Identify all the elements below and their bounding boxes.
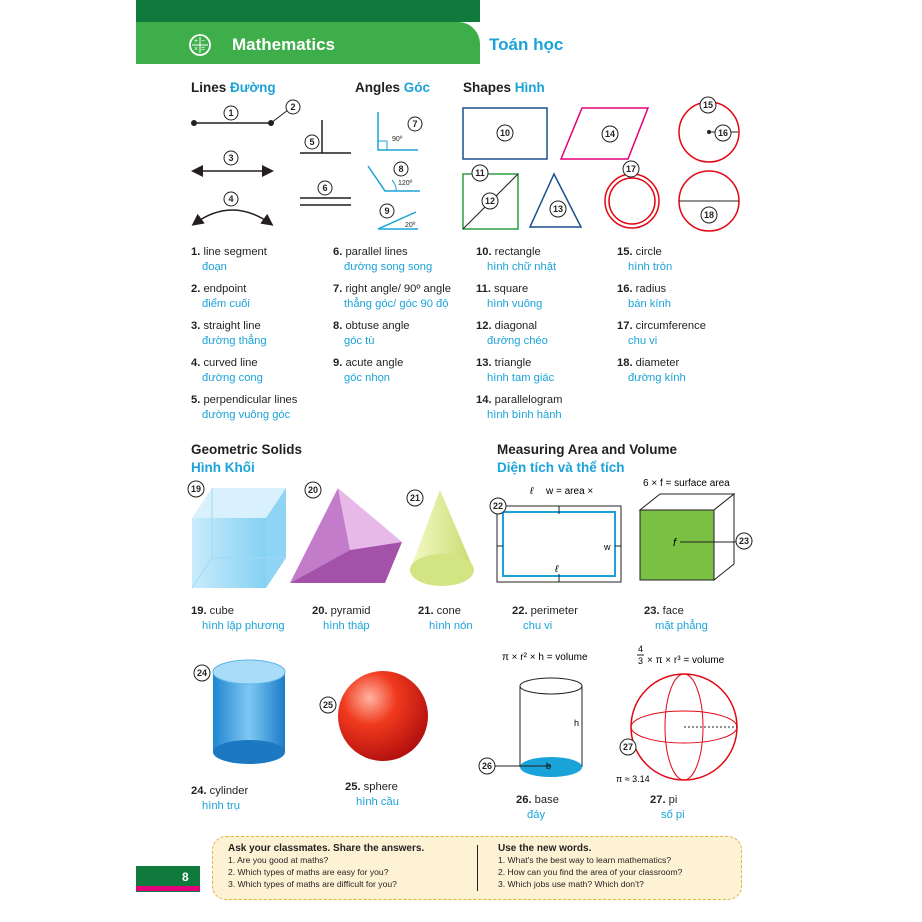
vocab-vietnamese: hình tháp	[323, 620, 370, 632]
badge-21	[407, 490, 423, 506]
discussion-divider	[477, 845, 478, 891]
vocab-vietnamese: đường vuông góc	[202, 409, 291, 421]
vocab-number: 3	[191, 320, 198, 332]
face-cube-diagram	[640, 478, 737, 580]
vocab-number: 21	[418, 605, 431, 617]
svg-text:16: 16	[717, 128, 729, 138]
svg-text:4: 4	[228, 194, 234, 204]
svg-text:b: b	[546, 761, 552, 771]
vocab-item: 19. cube hình lập phương	[191, 605, 285, 632]
line-segment-diagram	[191, 110, 288, 126]
badge-3	[224, 151, 238, 165]
vocab-english: cylinder	[209, 785, 249, 797]
vocab-vietnamese: thẳng góc/ góc 90 độ	[344, 298, 449, 310]
svg-text:15: 15	[702, 100, 714, 110]
svg-text:11: 11	[475, 168, 485, 178]
section-solids: Geometric Solids Hình Khối	[191, 442, 303, 475]
svg-text:9: 9	[384, 206, 390, 216]
svg-text:90º: 90º	[392, 136, 403, 143]
vocab-item: 11. square hình vuông	[476, 282, 616, 312]
badge-27	[620, 739, 636, 755]
svg-text:1: 1	[228, 108, 234, 118]
svg-text:120º: 120º	[398, 180, 413, 187]
volume-cylinder-diagram	[494, 652, 588, 777]
svg-text:19: 19	[190, 484, 202, 494]
svg-text:22: 22	[492, 501, 504, 511]
vocab-item: 25. sphere hình cầu	[345, 781, 399, 808]
svg-text:f: f	[673, 537, 677, 549]
badge-2	[286, 100, 300, 114]
vocab-english: sphere	[363, 781, 398, 793]
svg-text:h: h	[574, 718, 580, 728]
vocab-item: 12. diagonal đường chéo	[476, 319, 616, 349]
badge-7	[408, 117, 422, 131]
badge-16	[715, 125, 731, 141]
vocab-item: 4. curved line đường cong	[191, 356, 331, 386]
vocab-23	[644, 604, 708, 634]
vocab-19	[191, 604, 285, 634]
svg-text:π × r² × h = volume: π × r² × h = volume	[502, 652, 588, 663]
badge-25	[320, 697, 336, 713]
svg-text:27: 27	[622, 742, 634, 752]
svg-text:2: 2	[290, 102, 296, 112]
vocab-number: 11	[476, 283, 488, 295]
discussion-right-q2: 2. How can you find the area of your classroom?	[498, 867, 683, 877]
section-lines: Lines Đường	[191, 80, 276, 95]
vocab-item: 15. circle hình tròn	[617, 245, 757, 275]
vocab-vietnamese: hình tam giác	[487, 372, 555, 384]
vocab-english: diagonal	[494, 320, 537, 332]
badge-12	[482, 193, 498, 209]
badge-15	[700, 97, 716, 113]
vocab-vietnamese: góc nhọn	[344, 372, 391, 384]
vocab-number: 16	[617, 283, 630, 295]
vocab-item: 16. radius bán kính	[617, 282, 757, 312]
vocab-number: 19	[191, 605, 204, 617]
cylinder-solid	[213, 660, 285, 764]
svg-text:13: 13	[552, 204, 564, 214]
badge-4	[224, 192, 238, 206]
vocab-item: 9. acute angle góc nhọn	[333, 356, 473, 386]
badge-5	[305, 135, 319, 149]
svg-text:26: 26	[481, 761, 493, 771]
svg-text:w = area ×: w = area ×	[546, 486, 594, 497]
vocab-item: 8. obtuse angle góc tù	[333, 319, 473, 349]
vocab-22	[512, 604, 578, 634]
svg-text:17: 17	[625, 164, 637, 174]
vocab-english: triangle	[494, 357, 532, 369]
discussion-left	[228, 843, 424, 890]
vocab-item: 1. line segment đoạn	[191, 245, 331, 275]
badge-17	[623, 161, 639, 177]
vocab-item: 13. triangle hình tam giác	[476, 356, 616, 386]
vocab-english: diameter	[635, 357, 680, 369]
vocab-item: 24. cylinder hình trụ	[191, 785, 249, 812]
vocab-english: straight line	[203, 320, 261, 332]
vocab-number: 14	[476, 394, 489, 406]
vocab-vietnamese: đáy	[527, 809, 546, 821]
svg-text:23: 23	[738, 536, 750, 546]
vocab-english: curved line	[203, 357, 258, 369]
discussion-right	[498, 843, 682, 890]
svg-text:5: 5	[309, 137, 315, 147]
vocab-26	[516, 793, 559, 823]
badge-20	[305, 482, 321, 498]
vocab-number: 13	[476, 357, 489, 369]
parallel-lines-diagram	[300, 198, 351, 205]
vocab-27	[650, 793, 685, 823]
vocab-vietnamese: điểm cuối	[202, 298, 250, 310]
svg-text:4: 4	[638, 644, 644, 654]
vocab-english: cone	[436, 605, 461, 617]
vocab-vietnamese: hình bình hành	[487, 409, 562, 421]
discussion-left-q2: 2. Which types of maths are easy for you?	[228, 867, 389, 877]
vocab-number: 25	[345, 781, 358, 793]
vocab-number: 2	[191, 283, 198, 295]
badge-8	[394, 162, 408, 176]
svg-text:7: 7	[412, 119, 418, 129]
badge-10	[497, 125, 513, 141]
svg-text:=: =	[201, 46, 206, 53]
badge-11	[472, 165, 488, 181]
vocab-number: 23	[644, 605, 657, 617]
svg-text:−: −	[201, 38, 206, 45]
vocab-english: cube	[209, 605, 234, 617]
discussion-left-q1: 1. Are you good at maths?	[228, 855, 329, 865]
svg-text:20º: 20º	[405, 222, 416, 229]
vocab-english: rectangle	[494, 246, 541, 258]
svg-text:6: 6	[322, 183, 328, 193]
vocab-item: 2. endpoint điểm cuối	[191, 282, 331, 312]
badge-6	[318, 181, 332, 195]
vocab-vietnamese: hình vuông	[487, 298, 543, 310]
badge-19	[188, 481, 204, 497]
vocab-item: 14. parallelogram hình bình hành	[476, 393, 616, 423]
triangle-shape	[530, 174, 581, 227]
svg-text:10: 10	[499, 128, 511, 138]
vocab-item: 5. perpendicular lines đường vuông góc	[191, 393, 331, 423]
vocab-english: pi	[668, 794, 678, 806]
section-angles: Angles Góc	[355, 80, 431, 95]
discussion-box	[212, 836, 742, 900]
vocab-vietnamese: số pi	[661, 809, 685, 821]
svg-text:×: ×	[194, 46, 199, 53]
vocab-english: obtuse angle	[345, 320, 410, 332]
vocab-vietnamese: góc tù	[344, 335, 375, 347]
vocab-item: 18. diameter đường kính	[617, 356, 757, 386]
vocab-item: 21. cone hình nón	[418, 605, 473, 632]
svg-text:π ≈ 3.14: π ≈ 3.14	[616, 774, 650, 784]
vocab-vietnamese: chu vi	[523, 620, 553, 632]
vocab-vietnamese: hình chữ nhật	[487, 261, 557, 273]
vocab-number: 20	[312, 605, 325, 617]
svg-text:3: 3	[228, 153, 234, 163]
page-title: Mathematics	[232, 35, 335, 54]
svg-text:25: 25	[322, 700, 334, 710]
geometry-diagrams	[0, 0, 922, 240]
vocab-item: 10. rectangle hình chữ nhật	[476, 245, 616, 275]
vocab-item: 3. straight line đường thẳng	[191, 319, 331, 349]
sphere-solid	[338, 671, 428, 761]
vocab-number: 12	[476, 320, 489, 332]
badge-26	[479, 758, 495, 774]
vocab-number: 22	[512, 605, 525, 617]
vocab-english: perpendicular lines	[203, 394, 298, 406]
discussion-right-title: Use the new words.	[498, 843, 592, 854]
volume-sphere-diagram	[616, 644, 737, 784]
vocab-item: 17. circumference chu vi	[617, 319, 757, 349]
vocab-21	[418, 604, 473, 634]
svg-text:24: 24	[196, 668, 208, 678]
page-title-vi: Toán học	[489, 35, 564, 54]
vocab-english: parallelogram	[494, 394, 563, 406]
vocab-24	[191, 784, 248, 814]
vocab-number: 26	[516, 794, 529, 806]
circumference-shape	[605, 174, 659, 228]
badge-9	[380, 204, 394, 218]
vocab-vietnamese: đường kính	[628, 372, 686, 384]
discussion-left-q3: 3. Which types of maths are difficult for you?	[228, 879, 397, 889]
vocab-vietnamese: hình cầu	[356, 796, 399, 808]
vocab-vietnamese: đường thẳng	[202, 335, 267, 347]
vocab-number: 9	[333, 357, 340, 369]
vocab-number: 8	[333, 320, 340, 332]
pyramid-solid	[290, 488, 402, 583]
vocab-vietnamese: hình tròn	[628, 261, 673, 273]
badge-22	[490, 498, 506, 514]
vocab-english: acute angle	[345, 357, 404, 369]
vocab-number: 17	[617, 320, 630, 332]
vocab-number: 24	[191, 785, 204, 797]
vocab-col-4	[617, 245, 757, 393]
vocab-vietnamese: bán kính	[628, 298, 671, 310]
perimeter-diagram	[497, 486, 621, 582]
vocab-vietnamese: hình lập phương	[202, 620, 285, 632]
svg-text:× π × r³ = volume: × π × r³ = volume	[647, 655, 725, 666]
vocab-item: 26. base đáy	[516, 794, 559, 821]
vocab-item: 23. face mặt phẳng	[644, 605, 708, 632]
vocab-item: 6. parallel lines đường song song	[333, 245, 473, 275]
svg-text:12: 12	[484, 196, 496, 206]
vocab-number: 1	[191, 246, 198, 258]
vocab-english: base	[534, 794, 559, 806]
vocab-vietnamese: đường song song	[344, 261, 433, 273]
vocab-vietnamese: hình trụ	[202, 800, 240, 812]
vocab-col-1	[191, 245, 331, 430]
vocab-item: 22. perimeter chu vi	[512, 605, 578, 632]
vocab-col-2	[333, 245, 473, 393]
badge-18	[701, 207, 717, 223]
svg-text:ℓ: ℓ	[530, 486, 534, 497]
discussion-left-title: Ask your classmates. Share the answers.	[228, 843, 425, 854]
vocab-item: 27. pi số pi	[650, 794, 685, 821]
vocab-english: circumference	[635, 320, 706, 332]
vocab-vietnamese: đường cong	[202, 372, 263, 384]
svg-text:3: 3	[638, 656, 644, 666]
section-shapes: Shapes Hình	[463, 80, 545, 95]
vocab-english: face	[662, 605, 684, 617]
vocab-english: circle	[635, 246, 662, 258]
vocab-english: parallel lines	[345, 246, 408, 258]
page-number-accent	[136, 886, 200, 891]
vocab-number: 15	[617, 246, 630, 258]
vocab-25	[345, 780, 399, 810]
vocab-number: 18	[617, 357, 630, 369]
vocab-english: perimeter	[530, 605, 578, 617]
curved-line-diagram	[194, 210, 271, 224]
vocab-col-3	[476, 245, 616, 430]
svg-text:20: 20	[307, 485, 319, 495]
svg-text:18: 18	[703, 210, 715, 220]
vocab-item: 20. pyramid hình tháp	[312, 605, 371, 632]
svg-text:14: 14	[604, 129, 616, 139]
badge-1	[224, 106, 238, 120]
vocab-20	[312, 604, 370, 634]
cube-solid	[192, 488, 286, 588]
vocab-english: square	[494, 283, 529, 295]
vocab-item: 7. right angle/ 90º angle thẳng góc/ góc 90 độ	[333, 282, 473, 312]
vocab-english: endpoint	[203, 283, 247, 295]
badge-13	[550, 201, 566, 217]
vocab-number: 6	[333, 246, 340, 258]
svg-text:8: 8	[398, 164, 404, 174]
vocab-number: 4	[191, 357, 198, 369]
section-measuring: Measuring Area and Volume Diện tích và thể tích	[497, 442, 678, 475]
vocab-number: 27	[650, 794, 663, 806]
vocab-vietnamese: chu vi	[628, 335, 658, 347]
vocab-english: right angle/ 90º angle	[345, 283, 451, 295]
page-number: 8	[182, 870, 189, 884]
vocab-number: 10	[476, 246, 489, 258]
vocab-number: 7	[333, 283, 340, 295]
svg-text:ℓ: ℓ	[555, 564, 559, 575]
vocab-vietnamese: hình nón	[429, 620, 473, 632]
svg-text:+: +	[194, 38, 199, 45]
vocab-number: 5	[191, 394, 198, 406]
vocab-english: line segment	[203, 246, 267, 258]
svg-text:w: w	[604, 542, 611, 552]
badge-14	[602, 126, 618, 142]
svg-text:21: 21	[409, 493, 421, 503]
vocab-vietnamese: mặt phẳng	[655, 620, 708, 632]
vocab-vietnamese: đoạn	[202, 261, 227, 273]
discussion-right-q3: 3. Which jobs use math? Which don't?	[498, 879, 644, 889]
vocab-english: radius	[635, 283, 667, 295]
svg-text:6 × f = surface area: 6 × f = surface area	[643, 478, 730, 489]
vocab-english: pyramid	[330, 605, 371, 617]
discussion-right-q1: 1. What's the best way to learn mathematics?	[498, 855, 672, 865]
badge-23	[736, 533, 752, 549]
badge-24	[194, 665, 210, 681]
vocab-vietnamese: đường chéo	[487, 335, 548, 347]
